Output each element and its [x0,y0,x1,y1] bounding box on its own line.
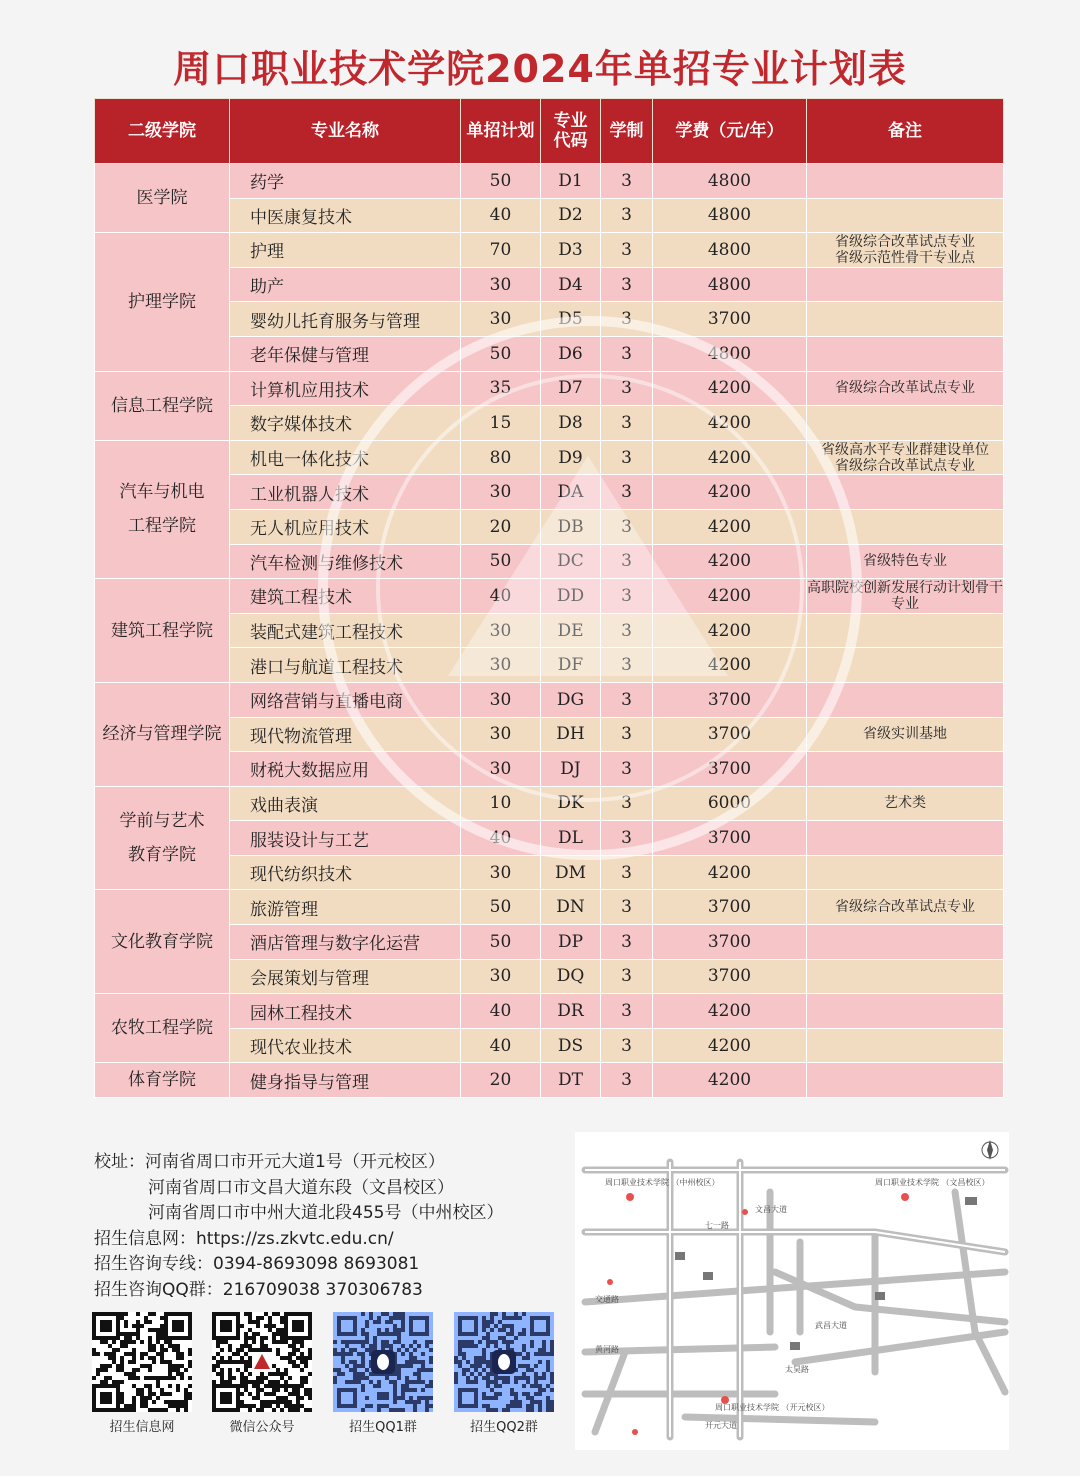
years-cell: 3 [601,371,653,406]
qr-code-icon [92,1312,192,1412]
fee-cell: 4200 [653,544,807,579]
major-name-cell: 建筑工程技术 [230,579,461,614]
table-row [95,509,1004,544]
qr-caption: 招生信息网 [109,1420,175,1435]
table-row [95,164,1004,199]
college-name-cell: 信息工程学院 [95,371,230,440]
years-cell: 3 [601,994,653,1029]
table-row [95,1063,1004,1098]
plan-cell: 70 [461,233,541,268]
note-cell [807,406,1004,441]
header-note: 备注 [807,99,1004,164]
years-cell: 3 [601,752,653,787]
years-cell: 3 [601,544,653,579]
plan-cell: 40 [461,994,541,1029]
years-cell: 3 [601,648,653,683]
fee-cell: 3700 [653,925,807,960]
years-cell: 3 [601,579,653,614]
header-plan: 单招计划 [461,99,541,164]
major-name-cell: 现代纺织技术 [230,855,461,890]
major-name-cell: 服装设计与工艺 [230,821,461,856]
note-cell [807,1063,1004,1098]
fee-cell: 3700 [653,890,807,925]
qr-website[interactable] [92,1312,192,1435]
years-cell: 3 [601,613,653,648]
note-cell [807,994,1004,1029]
major-name-cell: 网络营销与直播电商 [230,682,461,717]
map-label-road: 交通路 [595,1295,619,1304]
qr-code-icon [212,1312,312,1412]
table-header-row [95,99,1004,164]
plan-cell: 50 [461,890,541,925]
table-row [95,855,1004,890]
college-name-cell: 文化教育学院 [95,890,230,994]
fee-cell: 3700 [653,682,807,717]
years-cell: 3 [601,267,653,302]
years-cell: 3 [601,406,653,441]
qr-caption: 招生QQ1群 [349,1420,417,1435]
years-cell: 3 [601,682,653,717]
code-cell: DK [541,786,601,821]
major-name-cell: 机电一体化技术 [230,440,461,475]
code-cell: DL [541,821,601,856]
note-cell [807,821,1004,856]
note-cell [807,1028,1004,1063]
code-cell: DB [541,509,601,544]
note-cell: 高职院校创新发展行动计划骨干专业 [807,579,1003,612]
header-code [541,99,601,164]
fee-cell: 3700 [653,752,807,787]
table-row [95,890,1004,925]
code-cell: D6 [541,336,601,371]
fee-cell: 4800 [653,267,807,302]
major-name-cell: 酒店管理与数字化运营 [230,925,461,960]
college-name-cell: 护理学院 [95,233,230,371]
fee-cell: 4200 [653,1063,807,1098]
table-row [95,406,1004,441]
college-name-cell: 医学院 [95,164,230,233]
table-row [95,717,1004,752]
major-name-cell: 汽车检测与维修技术 [230,544,461,579]
major-name-cell: 港口与航道工程技术 [230,648,461,683]
note-cell [807,682,1004,717]
note-cell [807,267,1004,302]
note-cell: 省级综合改革试点专业 [807,371,1004,406]
qr-pattern [333,1312,433,1412]
major-name-cell: 旅游管理 [230,890,461,925]
campus-location-map [575,1132,1009,1450]
fee-cell: 4200 [653,855,807,890]
code-cell: DD [541,579,601,614]
code-cell: D7 [541,371,601,406]
table-row [95,440,1004,475]
plan-cell: 40 [461,198,541,233]
plan-cell: 20 [461,1063,541,1098]
fee-cell: 4200 [653,371,807,406]
table-row [95,544,1004,579]
note-cell [807,336,1004,371]
code-cell: DS [541,1028,601,1063]
qr-qq-group-2[interactable] [454,1312,554,1435]
qr-pattern [454,1312,554,1412]
college-name-cell: 经济与管理学院 [95,682,230,786]
major-name-cell: 现代物流管理 [230,717,461,752]
note-cell [807,509,1004,544]
major-name-cell: 工业机器人技术 [230,475,461,510]
plan-cell: 40 [461,821,541,856]
phone-line: 招生咨询专线：0394-8693098 8693081 [94,1254,420,1274]
code-cell: D2 [541,198,601,233]
plan-cell: 30 [461,267,541,302]
table-row [95,752,1004,787]
plan-cell: 30 [461,682,541,717]
code-cell: D3 [541,233,601,268]
college-name-cell: 体育学院 [95,1063,230,1098]
qr-code-icon [454,1312,554,1412]
contact-info [94,1150,574,1303]
qr-wechat[interactable] [212,1312,312,1435]
major-name-cell: 数字媒体技术 [230,406,461,441]
major-name-cell: 护理 [230,233,461,268]
major-name-cell: 健身指导与管理 [230,1063,461,1098]
plan-cell: 30 [461,959,541,994]
qr-pattern [92,1312,192,1412]
code-cell: DQ [541,959,601,994]
plan-cell: 30 [461,855,541,890]
note-cell: 省级特色专业 [807,544,1004,579]
years-cell: 3 [601,440,653,475]
plan-cell: 20 [461,509,541,544]
major-name-cell: 装配式建筑工程技术 [230,613,461,648]
major-name-cell: 戏曲表演 [230,786,461,821]
years-cell: 3 [601,336,653,371]
plan-cell: 10 [461,786,541,821]
plan-cell: 30 [461,475,541,510]
table-row [95,302,1004,337]
code-cell: DG [541,682,601,717]
note-cell: 省级综合改革试点专业 省级示范性骨干专业点 [807,233,1004,268]
plan-cell: 50 [461,544,541,579]
table-row [95,371,1004,406]
map-label-road: 开元大道 [705,1421,737,1430]
address-label: 校址： [94,1152,145,1172]
major-name-cell: 园林工程技术 [230,994,461,1029]
years-cell: 3 [601,233,653,268]
map-label-kaiyuan: 周口职业技术学院 （开元校区） [715,1403,830,1412]
years-cell: 3 [601,198,653,233]
table-row [95,267,1004,302]
plan-cell: 35 [461,371,541,406]
table-row [95,786,1004,821]
years-cell: 3 [601,1063,653,1098]
qq-line: 招生咨询QQ群：216709038 370306783 [94,1279,423,1300]
years-cell: 3 [601,475,653,510]
college-name-cell: 农牧工程学院 [95,994,230,1063]
qr-caption: 微信公众号 [229,1420,295,1435]
note-cell [807,198,1004,233]
qr-qq-group-1[interactable] [333,1312,433,1435]
note-cell [807,648,1004,683]
map-label-road: 黄河路 [595,1345,619,1354]
header-code-label: 专业代码 [553,111,588,151]
note-cell [807,613,1004,648]
years-cell: 3 [601,855,653,890]
table-row [95,579,1004,614]
qr-caption: 招生QQ2群 [470,1420,538,1435]
note-cell [807,752,1004,787]
map-label-road: 太昊路 [785,1365,809,1374]
plan-cell: 50 [461,925,541,960]
code-cell: DH [541,717,601,752]
fee-cell: 4200 [653,994,807,1029]
plan-cell: 50 [461,164,541,199]
table-row [95,648,1004,683]
college-name-cell: 学前与艺术 教育学院 [95,786,230,890]
map-label-wenchang: 周口职业技术学院 （文昌校区） [875,1178,990,1187]
table-row [95,1028,1004,1063]
code-cell: DT [541,1063,601,1098]
code-cell: DN [541,890,601,925]
table-body [95,164,1004,1098]
note-cell [807,855,1004,890]
major-name-cell: 会展策划与管理 [230,959,461,994]
code-cell: D1 [541,164,601,199]
fee-cell: 4200 [653,406,807,441]
years-cell: 3 [601,509,653,544]
major-name-cell: 老年保健与管理 [230,336,461,371]
fee-cell: 3700 [653,717,807,752]
fee-cell: 3700 [653,302,807,337]
header-major: 专业名称 [230,99,461,164]
major-name-cell: 助产 [230,267,461,302]
enrollment-plan-table-wrap [94,98,1003,1098]
fee-cell: 4800 [653,164,807,199]
years-cell: 3 [601,925,653,960]
table-row [95,198,1004,233]
plan-cell: 30 [461,717,541,752]
code-cell: DJ [541,752,601,787]
major-name-cell: 现代农业技术 [230,1028,461,1063]
enrollment-plan-table [94,98,1004,1098]
plan-cell: 40 [461,1028,541,1063]
map-label-zhongzhou: 周口职业技术学院 （中州校区） [605,1178,720,1187]
header-college: 二级学院 [95,99,230,164]
note-cell: 省级高水平专业群建设单位 省级综合改革试点专业 [807,440,1004,475]
fee-cell: 4800 [653,336,807,371]
qr-code-icon [333,1312,433,1412]
fee-cell: 4200 [653,440,807,475]
qr-pattern [212,1312,312,1412]
fee-cell: 6000 [653,786,807,821]
plan-cell: 30 [461,613,541,648]
plan-cell: 30 [461,302,541,337]
plan-cell: 15 [461,406,541,441]
map-label-road: 七一路 [705,1221,729,1230]
code-cell: D5 [541,302,601,337]
fee-cell: 4200 [653,648,807,683]
major-name-cell: 财税大数据应用 [230,752,461,787]
table-row [95,475,1004,510]
years-cell: 3 [601,959,653,994]
map-label-road: 武昌大道 [815,1321,847,1330]
table-row [95,925,1004,960]
table-row [95,994,1004,1029]
address-1: 河南省周口市开元大道1号（开元校区） [145,1152,445,1172]
years-cell: 3 [601,302,653,337]
address-3: 河南省周口市中州大道北段455号（中州校区） [148,1203,504,1223]
fee-cell: 3700 [653,959,807,994]
table-row [95,336,1004,371]
map-label-road: 文昌大道 [755,1205,787,1214]
address-line-1 [94,1150,574,1176]
note-cell: 省级实训基地 [807,717,1004,752]
college-name-cell: 建筑工程学院 [95,579,230,683]
college-name-cell: 汽车与机电 工程学院 [95,440,230,578]
fee-cell: 4200 [653,1028,807,1063]
header-years: 学制 [601,99,653,164]
note-cell [807,302,1004,337]
plan-cell: 30 [461,752,541,787]
fee-cell: 3700 [653,821,807,856]
years-cell: 3 [601,786,653,821]
code-cell: DM [541,855,601,890]
plan-cell: 80 [461,440,541,475]
note-cell [807,925,1004,960]
code-cell: DC [541,544,601,579]
code-cell: D4 [541,267,601,302]
table-row [95,613,1004,648]
code-cell: DA [541,475,601,510]
code-cell: DR [541,994,601,1029]
table-row [95,959,1004,994]
table-row [95,233,1004,268]
fee-cell: 4200 [653,613,807,648]
fee-cell: 4200 [653,509,807,544]
code-cell: DP [541,925,601,960]
header-fee: 学费（元/年） [653,99,807,164]
years-cell: 3 [601,890,653,925]
code-cell: DE [541,613,601,648]
major-name-cell: 计算机应用技术 [230,371,461,406]
plan-cell: 30 [461,648,541,683]
years-cell: 3 [601,164,653,199]
major-name-cell: 药学 [230,164,461,199]
note-cell [807,475,1004,510]
note-cell: 艺术类 [807,786,1004,821]
table-row [95,821,1004,856]
website-line: 招生信息网：https://zs.zkvtc.edu.cn/ [94,1228,394,1249]
fee-cell: 4800 [653,233,807,268]
note-cell [807,959,1004,994]
years-cell: 3 [601,821,653,856]
address-2: 河南省周口市文昌大道东段（文昌校区） [148,1177,454,1198]
years-cell: 3 [601,1028,653,1063]
code-cell: D9 [541,440,601,475]
major-name-cell: 无人机应用技术 [230,509,461,544]
major-name-cell: 中医康复技术 [230,198,461,233]
years-cell: 3 [601,717,653,752]
fee-cell: 4200 [653,579,807,614]
fee-cell: 4200 [653,475,807,510]
plan-cell: 50 [461,336,541,371]
table-row [95,682,1004,717]
qr-code-row [92,1312,562,1442]
code-cell: DF [541,648,601,683]
page-title: 周口职业技术学院2024年单招专业计划表 [173,47,907,91]
note-cell: 省级综合改革试点专业 [807,890,1004,925]
note-cell [807,164,1004,199]
code-cell: D8 [541,406,601,441]
fee-cell: 4800 [653,198,807,233]
plan-cell: 40 [461,579,541,614]
major-name-cell: 婴幼儿托育服务与管理 [230,302,461,337]
